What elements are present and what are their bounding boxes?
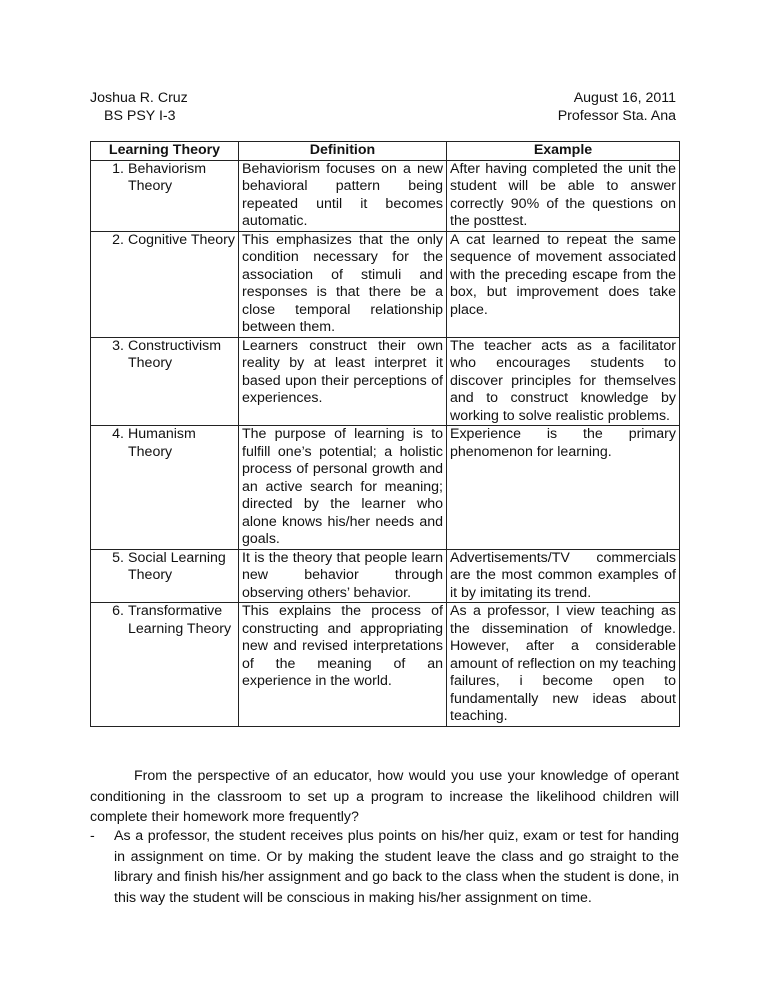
example-cell: As a professor, I view teaching as the dissemination of knowledge. However, after a considerable amount of reflection on my teaching failures, i become open to fundamentally new ideas about teaching. [447,603,680,727]
answer-text: As a professor, the student receives plus points on his/her quiz, exam or test for handing in assignment on time. Or by making the student leave the class and go straight to the library and finish his/her assignment and go back to the class when the student is done, in this way the student will be conscious in making his/her assignment on time. [114,828,679,906]
theory-cell [91,426,239,550]
theory-name: Behaviorism Theory [128,160,207,194]
table-row [91,337,680,426]
date-block [558,90,676,125]
theory-number: 3. [112,337,124,354]
theory-name: Cognitive Theory [128,231,235,248]
learning-theories-table [90,141,680,727]
table-row [91,603,680,727]
column-header-definition: Definition [239,142,447,161]
theory-name: Transformative Learning Theory [128,603,232,637]
table-row [91,160,680,231]
definition-cell: Learners construct their own reality by at least interpret it based upon their perceptions of experiences. [239,337,447,426]
table-header-row [91,142,680,161]
example-cell: The teacher acts as a facilitator who encourages students to discover principles for themselves and to construct knowledge by working to solve realistic problems. [447,337,680,426]
answer-bullet: - [90,828,95,844]
theory-cell [91,603,239,727]
theory-number: 4. [112,426,124,442]
example-cell: After having completed the unit the student will be able to answer correctly 90% of the questions on the posttest. [447,160,680,231]
author-name: Joshua R. Cruz [90,90,188,106]
theory-number: 5. [112,549,124,566]
author-block [90,90,188,125]
definition-cell: It is the theory that people learn new behavior through observing others’ behavior. [239,549,447,603]
table-row [91,549,680,603]
table-row [91,231,680,337]
theory-cell [91,160,239,231]
theory-number: 6. [112,603,124,619]
theory-number: 1. [112,160,124,177]
professor-name: Professor Sta. Ana [557,107,676,124]
theory-name: Humanism Theory [128,426,196,460]
theory-cell [91,337,239,426]
theory-name: Social Learning Theory [128,549,226,583]
question-paragraph: From the perspective of an educator, how would you use your knowledge of operant conditioning in the classroom to set up a program to increase the likelihood children will complete their homework more frequently? [90,768,679,826]
table-row [91,426,680,550]
column-header-theory: Learning Theory [91,142,239,161]
definition-cell: This emphasizes that the only condition necessary for the association of stimuli and responses is that there be a close temporal relationship between them. [239,231,447,337]
author-course: BS PSY I-3 [104,107,176,124]
definition-cell: This explains the process of constructing and appropriating new and revised interpretations of the meaning of an experience in the world. [239,603,447,727]
example-cell: Experience is the primary phenomenon for learning. [447,426,680,550]
theory-cell [91,231,239,337]
theory-cell [91,549,239,603]
definition-cell: Behaviorism focuses on a new behavioral pattern being repeated until it becomes automatic. [239,160,447,231]
column-header-example: Example [447,142,680,161]
theory-number: 2. [112,231,124,248]
theory-name: Constructivism Theory [128,337,222,371]
example-cell: A cat learned to repeat the same sequence of movement associated with the preceding escape from the box, but improvement does take place. [447,231,680,337]
example-cell: Advertisements/TV commercials are the most common examples of it by imitating its trend. [447,549,680,603]
document-date: August 16, 2011 [573,90,676,106]
definition-cell: The purpose of learning is to fulfill one’s potential; a holistic process of personal growth and an active search for meaning; directed by the learner who alone knows his/her needs and goals. [239,426,447,550]
answer-item [90,826,679,908]
